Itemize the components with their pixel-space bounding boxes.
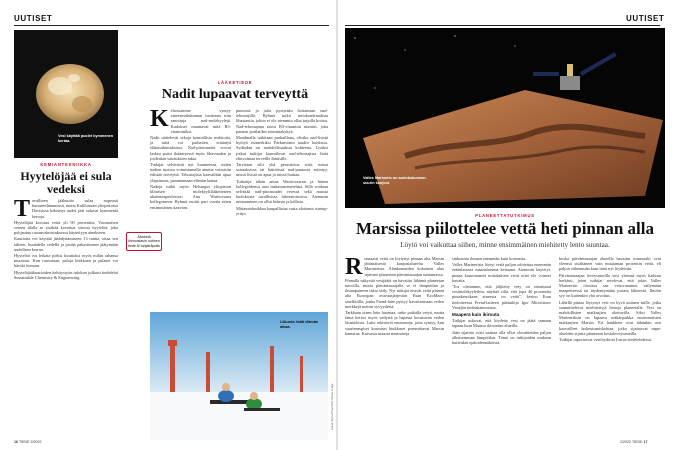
right-issue: 2/2022 [620, 440, 631, 444]
mars-paragraph: Pinnalla näkyvää vesijäätä on havaittu lähinnä planeetan navoilla, mutta päiväntasaajalla se ei lämpötilan ja ilmanpaineen takia säily. Nyt tutkijat etsivät vettä pinnan alta Euroopan avaruusjärjestön Esan ExoMars-satelliitilla, jonka Frend-laite pystyy havaitsemaan veden merkkejä metrin syvyydestä. [345, 277, 444, 309]
nad-kicker: LÄÄKETIEDE [217, 80, 253, 85]
jelly-cubes-image [14, 30, 118, 158]
right-page-number: 17 [643, 440, 648, 444]
mars-paragraph: Päiväntasaajan leveysasteilla vesi yleensä myös haihtuu herkästi, joten tutkijat arvelevat, että jokin Valles Marineriin olosissa saa veisivarannot säilymään maapeiteessä tai täydentymään jostain lähteestä. Ilmiön syy on kuitenkin yhä arvoitus. [559, 272, 661, 299]
jelly-image-caption: Vesi käyttää puolet kymmenen kertaa. [58, 134, 114, 143]
mars-column-3 [559, 256, 661, 436]
right-header-rule [345, 25, 660, 26]
mars-paragraph-text: unsaasti vettä on löytynyt pinnan alta Marsin jättimäisestä kanjonialueelta Valles Marinerista. Alankomaiden kokoinen alue sijaitsee planeetan päiväntasaajan tuntumassa. [364, 256, 444, 277]
nad-paragraph-text: ehossamme syntyy aineenvaihdunnan tuotteena niin sanottuja nad-molekyylejä. Kudokset muuttavat niitä B3-vitamiiniksi. [170, 108, 231, 134]
nad-paragraph: Mittausteknikkaa kaupallistaa vasta alottanut startup-yritys. [236, 205, 328, 216]
mars-paragraph: Tutkijat uskovat, että löydetty vesi on jäätä samaan tapaan kuin Maassa ikiroudan alueilla. [452, 318, 551, 329]
left-page-number: 16 [14, 440, 18, 444]
right-footer [620, 440, 648, 444]
mars-kicker: PLANEETTATUTKIMUS [475, 213, 535, 218]
jelly-paragraph: Hyytelöjääkuutioiden kehitystyön tulokset julkaisi tiedelehti Sustainable Chemistry & Engineering. [14, 269, 118, 280]
mars-paragraph: koska päiväntasaajan alueella havaitut mineraalit ovat yleensä sisältäneet vain muutaman prosentin vettä, eli paljon vähemmän kuin mitä nyt löydettiin. [559, 256, 661, 272]
jelly-dropcap: T [14, 198, 31, 222]
nad-headline: Nadit lupaavat terveyttä [161, 87, 309, 102]
mars-paragraph: "Jos oletamme, että jäljitetty vety on sitoutunut vesimolekyyleihin, näyttää siltä, että jopa 40 prosenttia pintakerroksen aineesta on vettä", kertoo Esan tiedotteessa Frend-laitteen päätutkija Igor Mitrofanov Venäjän tiedeakatemiasta. [452, 284, 551, 310]
nad-paragraph: Tutkijat selvittivät nyt kuumeessa, miten nadien tuottoa voimistamalla aineita voitaisiin edistää terveyttä. Tehostajista kaavailtiin apua ylipainoon, parantamaan elämän laatua. [150, 162, 231, 183]
nad-paragraph: Nadit säätelevät sekoja kemiallisia reaktioita, ja niitä voi parhaiten erääntyä eläintutkimuksissa. Nad-pitoisuudet voivat laskea paitsi ikääntyessä myös lihavuuden ja joidenkin sairauksien takia. [150, 135, 231, 161]
jelly-paragraph: Kuutioita voi käyttää jäähdyttämiseen 13 tuntia, ottaa sen talteen, huuhdella vedellä ja pistää pakastimeen jäätymään uudelleen kerran. [14, 236, 118, 252]
left-header-rule [14, 25, 329, 26]
mars-paragraph: Valles Marinerista löytyi vettä paljon odotettua enemmän eräänlaisena maanalaisena keitaana. Aiemmin käytetyt, pintaa kartoittaneet mittalaitteet eivät niitä ole voineet havaita. [452, 262, 551, 283]
mars-dropcap: R [345, 256, 363, 280]
jelly-kicker: KEMIANTEKNIIKKA [40, 162, 92, 167]
mars-paragraph [345, 256, 444, 280]
mars-paragraph: Tarkkaan otaen laite huomaa, onko paikalla vetyä, mutta tämä kertoo myös vedystä ja hapesta koostuvan veden läsnäolosta. Laite rekisteröi neutroneja, joita syntyy, kun suurienergiset kosmiset hiukkaset pommittavat Marsin kamaraa. Kuivasta maasta neutroneja [345, 310, 444, 336]
right-section-label: UUTISET [626, 14, 665, 23]
nad-column-2 [236, 108, 328, 308]
jelly-paragraph: Hyytelöä voi leikata pieksi kuutioksi myös mihin tahansa muotoon. Kun ruuvataan, paloja hiekkaan ja palaset voi häviää hieman. [14, 253, 118, 269]
left-footer [14, 440, 42, 444]
mars-subtitle: Löytö voi vaikuttaa siihen, minne ensimmäinen miehitetty lento suuntaa. [400, 241, 610, 249]
winter-image-caption: Liikunta lisää elämän aikaa. [280, 320, 319, 329]
nad-paragraph: puutosta ja joita pystytään hoitamaan nad-tehostajillä. Ryhmä tutkii mitokondriaalista lihastautia, johon ei ole aiemmin ollut tarjolla hoitoa. Nad-tehostajana toimi B3-vitamiini niasiini, joka paransi potilaiden toimintakykyä. [236, 108, 328, 134]
winter-sledding-image [150, 312, 328, 440]
nad-paragraph [150, 108, 231, 134]
page-gutter [336, 0, 338, 450]
mars-headline: Marsissa piilottelee vettä heti pinnan alla [356, 219, 654, 238]
nad-paragraph: Tutkaiija tähän antaa Wartiovaaran ja hänen kollegoidensa uusi mittausmenetelmä. Sillä voidaan selvittää nad-pitoisuudet veressä sekä muista kudoksista tavallisissa laboratorioissa. Aiemmin mittaaminen on ollut hidasta ja kallista. [236, 178, 328, 205]
jelly-headline: Hyytelöjää ei sula vedeksi [20, 169, 112, 196]
mars-paragraph: Jään sijainta voisi saattaa olla ollut olosuhteiden paljon alhaisemman lämpötilan. Tämä on tutkijoiden mukaan kuitenkin epätodennäköistä, [452, 329, 551, 346]
mars-image-caption: Valles Marineris on aurinkokunnan suurin kanjoni. [363, 176, 426, 185]
mars-paragraph: Lähellä pintaa löytynyt vesi on hyvä uutinen niille, jotka suunnittelevat miehitettyjä lentoja planeetalle. Vesi on mahdollisten matkaajien ulottuvilla. Siksi Valles Marineriksin on lupaava mäkärpaikka ensimmäisten matkaajien Marsin. Eri hankkeet ovat tähänkin asti kaavailleet laskeutumiskohtaa, jotka sijaitsevat napa-alueiden sijasta planeetan keskileveysasteilla. [559, 299, 661, 336]
winter-scene-illustration [150, 312, 328, 440]
nad-paragraph: Nadeja tutkii myös Helsingin yliopiston kliinisen molekyylilääketieteen akatemiaprofessori Anu Wartiovaara kollegoineen. Ryhmä osoitti pari vuotta sitten ensimmäisen kaavion. [150, 183, 231, 210]
jelly-paragraph [14, 198, 118, 222]
nad-column-1 [150, 108, 231, 268]
jelly-body [14, 198, 118, 434]
mars-canyon-image [345, 28, 665, 208]
mars-column-1 [345, 256, 444, 436]
winter-image-credit: Kuvat: Alpha Bravo/Ciiv Sänka Image [330, 383, 334, 430]
mars-subhead: Maaperä kuin ikirouta [452, 312, 500, 318]
jelly-paragraph-text: avallinen jääkuutio sulaa nopeasti huoneenlämmössä, mutta Kalifornian yliopistossa Davisissa kehitetyt uudet jäät sulavat kymmeniä kertoja. [32, 198, 118, 219]
nad-paragraph: Tarvitaan silti yhä perustietoa siitä, missä sairauksissa tai häiriöissä nad-puutosta esiintyy, missä lisistä on apua ja missä haittaa. [236, 162, 328, 178]
right-publication: TIEDE [631, 440, 643, 444]
left-issue: 2/2022 [30, 440, 42, 444]
jelly-paragraph: Hyytelöjää koostuu vettä yli 90 prosenttia. Varsinaisen veteen tilalla se sisältää kovettua sitovaa hyytelöä, joka pohjautuu ruoanvalmistuksessa käytettyyn ainekseen. [14, 219, 118, 236]
nad-dropcap: K [150, 108, 169, 132]
left-section-label: UUTISET [14, 14, 53, 23]
mars-paragraph: sinkoutuu ilmaan enemmän kuin kosteasta. [452, 256, 527, 261]
mars-column-2 [452, 256, 551, 436]
nad-paragraph: Maailmalla tutkitaan parhaillaan, olisiko nad-lisistä hyötyä esimerkiksi Parkinsonin taudin hoidossa. Sydänkin on mahdollisuuksia kohteena. Lisäksi jotkut tutkijat kaavailevat nad-tehostajista lisää elinvoimaa terveille ihmisille. [236, 135, 328, 161]
mars-paragraph: Tutkijat raportoivat vesilöydöstä Icarus-tiedelehdessä. [559, 337, 652, 343]
vote-callout[interactable]: Äänestä kiinnostavin uutinen tiede.fi/ tuhjatråpolis [126, 232, 162, 251]
left-publication: TIEDE [18, 440, 30, 444]
